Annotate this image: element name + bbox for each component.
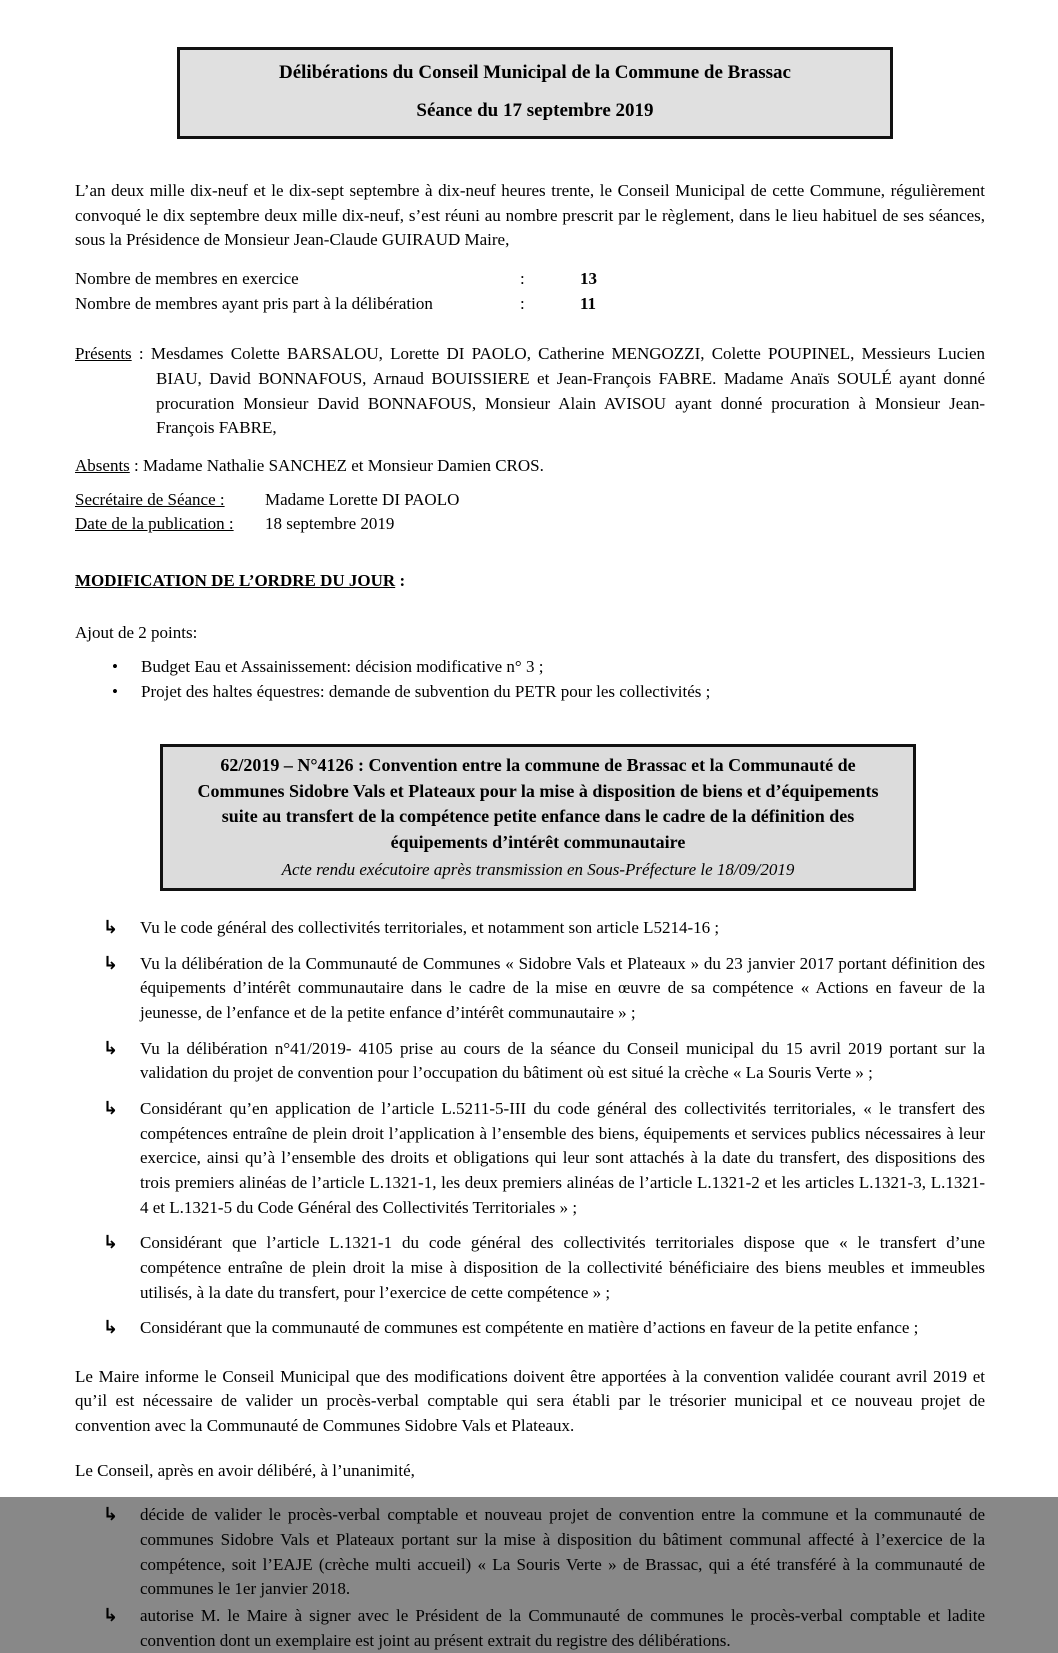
list-item	[103, 1231, 985, 1305]
list-item	[103, 1037, 985, 1086]
session-date-title: Séance du 17 septembre 2019	[416, 99, 654, 121]
attendance-section	[75, 342, 985, 478]
publication-date-value: 18 septembre 2019	[265, 514, 395, 534]
order-change-heading-text: MODIFICATION DE L’ORDRE DU JOUR	[75, 570, 396, 590]
members-voting-label: Nombre de membres ayant pris part à la délibération	[75, 293, 433, 313]
presents-text: Mesdames Colette BARSALOU, Lorette DI PAOLO, Catherine MENGOZZI, Colette POUPINEL, Messieurs Lucien BIAU, David BONNAFOUS, Arnaud BOUISSIERE et Jean-François FABRE. Madame Anaïs SOULÉ ayant donné procuration Monsieur David BONNAFOUS, Monsieur Alain AVISOU ayant donné procuration à Monsieur Jean-François FABRE,	[150, 344, 985, 438]
arrow-bullet-icon: ↳	[103, 1232, 119, 1254]
list-item	[103, 1604, 985, 1653]
consideration-text: Considérant qu’en application de l’article L.5211-5-III du code général des collectivités territoriales, « le transfert des compétences entraîne de plein droit l’application à l’ensemble des biens, équipements et services publics nécessaires à leur exercice, ainsi qu’à l’ensemble des droits et obligations qui leur sont attachés à la date du transfert, des dispositions des trois premiers alinéas de l’article L.1321-1, les deux premiers alinéas de l’article L.1321-2 et les articles L.1321-3, L.1321-4 et L.1321-5 du Code Général des Collectivités Territoriales » ;	[140, 1099, 985, 1217]
meta-section	[75, 488, 985, 537]
presents-paragraph	[75, 342, 985, 441]
order-change-heading-colon: :	[395, 570, 406, 590]
arrow-bullet-icon: ↳	[103, 1317, 119, 1339]
arrow-bullet-icon: ↳	[103, 1504, 119, 1526]
members-in-office-value: 13	[580, 269, 597, 289]
absents-separator: :	[129, 455, 144, 475]
council-decision-intro: Le Conseil, après en avoir délibéré, à l’unanimité,	[75, 1460, 415, 1480]
presents-separator: :	[131, 344, 151, 364]
members-count-section	[75, 267, 985, 316]
arrow-bullet-icon: ↳	[103, 952, 119, 974]
secretary-label: Secrétaire de Séance :	[75, 489, 225, 509]
list-item	[103, 916, 985, 941]
decisions-list	[75, 1503, 985, 1653]
absents-label: Absents	[75, 455, 130, 475]
members-voting-row	[75, 292, 985, 317]
document-title-box	[177, 47, 893, 139]
decision-text: décide de valider le procès-verbal comptable et nouveau projet de convention entre la commune et la communauté de communes Sidobre Vals et Plateaux portant sur la mise à disposition du bâtiment communal affecté à l’exercice de la compétence, soit l’EAJE (crèche multi accueil) « La Souris Verte » de Brassac, qui a été transféré à la communauté de communes le 1er janvier 2018.	[140, 1505, 985, 1599]
added-point-text: Budget Eau et Assainissement: décision modificative n° 3 ;	[141, 657, 544, 677]
list-item	[112, 655, 985, 680]
bullet-icon: •	[112, 681, 118, 701]
bullet-icon: •	[112, 657, 118, 677]
list-item	[112, 680, 985, 705]
list-item	[103, 1097, 985, 1220]
publication-date-row	[75, 512, 985, 537]
colon-separator: :	[520, 293, 525, 313]
deliberation-title: 62/2019 – N°4126 : Convention entre la commune de Brassac et la Communauté de Communes Sidobre Vals et Plateaux pour la mise à disposition de biens et d’équipements suite au transfert de la compétence petite enfance dans le cadre de la définition des équipements d’intérêt communautaire	[197, 755, 879, 852]
secretary-value: Madame Lorette DI PAOLO	[265, 489, 460, 509]
considerations-list	[75, 916, 985, 1341]
consideration-text: Vu la délibération de la Communauté de Communes « Sidobre Vals et Plateaux » du 23 janvier 2017 portant définition des équipements d’intérêt communautaire dans le cadre de la mise en œuvre de sa compétence « Actions en faveur de la jeunesse, de l’enfance et de la petite enfance d’intérêt communautaire » ;	[140, 953, 985, 1023]
consideration-text: Considérant que la communauté de communes est compétente en matière d’actions en faveur de la petite enfance ;	[140, 1318, 919, 1338]
members-voting-value: 11	[580, 293, 597, 313]
absents-paragraph	[75, 454, 985, 479]
added-point-text: Projet des haltes équestres: demande de subvention du PETR pour les collectivités ;	[141, 681, 711, 701]
consideration-text: Vu le code général des collectivités territoriales, et notamment son article L5214-16 ;	[140, 918, 720, 938]
mayor-statement-paragraph: Le Maire informe le Conseil Municipal que des modifications doivent être apportées à la convention validée courant avril 2019 et qu’il est nécessaire de valider un procès-verbal comptable qui sera établi par le trésorier municipal et ce nouveau projet de convention avec la Communauté de Communes Sidobre Vals et Plateaux.	[75, 1366, 985, 1436]
list-item	[103, 952, 985, 1026]
decision-text: autorise M. le Maire à signer avec le Président de la Communauté de communes le procès-verbal comptable et ladite convention dont un exemplaire est joint au présent extrait du registre des délibérations.	[140, 1605, 985, 1650]
members-in-office-row	[75, 267, 985, 292]
presents-label: Présents	[75, 344, 132, 364]
publication-date-label: Date de la publication :	[75, 514, 234, 534]
secretary-row	[75, 488, 985, 513]
colon-separator: :	[520, 269, 525, 289]
list-item	[103, 1316, 985, 1341]
executory-note: Acte rendu exécutoire après transmission en Sous-Préfecture le 18/09/2019	[281, 859, 795, 879]
document-title: Délibérations du Conseil Municipal de la Commune de Brassac	[279, 62, 791, 83]
arrow-bullet-icon: ↳	[103, 1604, 119, 1626]
deliberation-title-box	[160, 744, 916, 891]
intro-paragraph: L’an deux mille dix-neuf et le dix-sept septembre à dix-neuf heures trente, le Conseil Municipal de cette Commune, régulièrement convoqué le dix septembre deux mille dix-neuf, s’est réuni au nombre prescrit par le règlement, dans le lieu habituel de ses séances, sous la Présidence de Monsieur Jean-Claude GUIRAUD Maire,	[75, 181, 985, 250]
consideration-text: Vu la délibération n°41/2019- 4105 prise au cours de la séance du Conseil municipal du 15 avril 2019 portant sur la validation du projet de convention pour l’occupation du bâtiment où est situé la crèche « La Souris Verte » ;	[140, 1038, 985, 1083]
members-in-office-label: Nombre de membres en exercice	[75, 269, 299, 289]
arrow-bullet-icon: ↳	[103, 917, 119, 939]
added-points-list	[75, 655, 985, 704]
arrow-bullet-icon: ↳	[103, 1037, 119, 1059]
list-item	[103, 1503, 985, 1602]
consideration-text: Considérant que l’article L.1321-1 du code général des collectivités territoriales dispose que « le transfert d’une compétence entraîne de plein droit la mise à disposition de la collectivité bénéficiaire des biens meubles et immeubles utilisés, à la date du transfert, pour l’exercice de cette compétence » ;	[140, 1233, 985, 1302]
order-change-heading	[75, 569, 985, 594]
absents-text: Madame Nathalie SANCHEZ et Monsieur Damien CROS.	[143, 455, 544, 475]
added-points-intro: Ajout de 2 points:	[75, 623, 198, 643]
arrow-bullet-icon: ↳	[103, 1098, 119, 1120]
